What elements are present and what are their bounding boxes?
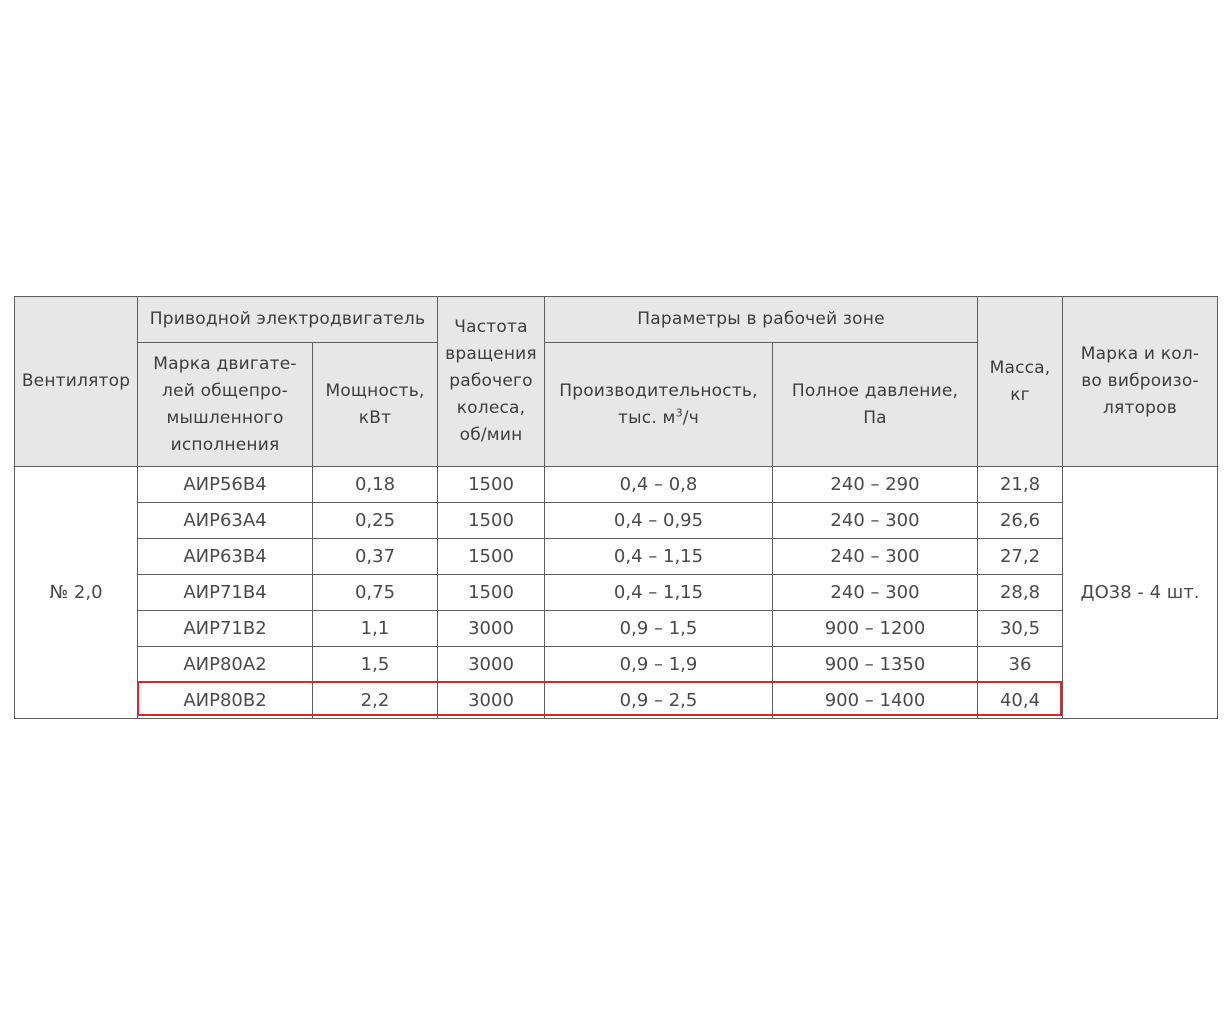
- power-cell: 0,75: [313, 575, 438, 611]
- speed-cell: 1500: [438, 467, 545, 503]
- mass-cell: 21,8: [978, 467, 1063, 503]
- table-row: [15, 611, 1218, 647]
- pressure-cell: 900 – 1350: [773, 647, 978, 683]
- table-row: [15, 467, 1218, 503]
- motor-cell: АИР80В2: [138, 683, 313, 719]
- pressure-cell: 240 – 300: [773, 539, 978, 575]
- header-isolators: Марка и кол- во виброизо- ляторов: [1063, 297, 1218, 467]
- fan-spec-table: [14, 296, 1218, 719]
- power-cell: 2,2: [313, 683, 438, 719]
- pressure-cell: 240 – 300: [773, 503, 978, 539]
- fan-number-cell: № 2,0: [15, 467, 138, 719]
- power-cell: 0,18: [313, 467, 438, 503]
- header-pressure: Полное давление, Па: [773, 343, 978, 467]
- capacity-cell: 0,4 – 0,8: [545, 467, 773, 503]
- motor-cell: АИР71В2: [138, 611, 313, 647]
- mass-cell: 28,8: [978, 575, 1063, 611]
- header-speed: Частота вращения рабочего колеса, об/мин: [438, 297, 545, 467]
- speed-cell: 3000: [438, 611, 545, 647]
- speed-cell: 1500: [438, 539, 545, 575]
- motor-cell: АИР63А4: [138, 503, 313, 539]
- power-cell: 0,37: [313, 539, 438, 575]
- pressure-cell: 240 – 290: [773, 467, 978, 503]
- header-drive-motor: Приводной электродвигатель: [138, 297, 438, 343]
- power-cell: 1,5: [313, 647, 438, 683]
- pressure-cell: 900 – 1200: [773, 611, 978, 647]
- pressure-cell: 240 – 300: [773, 575, 978, 611]
- table-header: [15, 297, 1218, 467]
- power-cell: 1,1: [313, 611, 438, 647]
- header-motor-brand: Марка двигате- лей общепро- мышленного исполнения: [138, 343, 313, 467]
- table-row-highlighted: [15, 683, 1218, 719]
- speed-cell: 3000: [438, 647, 545, 683]
- header-fan: Вентилятор: [15, 297, 138, 467]
- motor-cell: АИР63В4: [138, 539, 313, 575]
- speed-cell: 3000: [438, 683, 545, 719]
- capacity-cell: 0,4 – 1,15: [545, 575, 773, 611]
- motor-cell: АИР80А2: [138, 647, 313, 683]
- mass-cell: 36: [978, 647, 1063, 683]
- pressure-cell: 900 – 1400: [773, 683, 978, 719]
- table-row: [15, 539, 1218, 575]
- isolators-cell: ДО38 - 4 шт.: [1063, 467, 1218, 719]
- speed-cell: 1500: [438, 575, 545, 611]
- speed-cell: 1500: [438, 503, 545, 539]
- header-power: Мощность, кВт: [313, 343, 438, 467]
- mass-cell: 27,2: [978, 539, 1063, 575]
- header-capacity: Производительность, тыс. $м^3/ч$: [545, 343, 773, 467]
- power-cell: 0,25: [313, 503, 438, 539]
- table-body: [15, 467, 1218, 719]
- capacity-cell: 0,9 – 2,5: [545, 683, 773, 719]
- header-mass: Масса, кг: [978, 297, 1063, 467]
- table-row: [15, 575, 1218, 611]
- motor-cell: АИР56В4: [138, 467, 313, 503]
- capacity-cell: 0,4 – 1,15: [545, 539, 773, 575]
- table-row: [15, 503, 1218, 539]
- capacity-cell: 0,9 – 1,9: [545, 647, 773, 683]
- mass-cell: 40,4: [978, 683, 1063, 719]
- mass-cell: 30,5: [978, 611, 1063, 647]
- mass-cell: 26,6: [978, 503, 1063, 539]
- capacity-cell: 0,9 – 1,5: [545, 611, 773, 647]
- capacity-cell: 0,4 – 0,95: [545, 503, 773, 539]
- header-work-zone: Параметры в рабочей зоне: [545, 297, 978, 343]
- table-row: [15, 647, 1218, 683]
- motor-cell: АИР71В4: [138, 575, 313, 611]
